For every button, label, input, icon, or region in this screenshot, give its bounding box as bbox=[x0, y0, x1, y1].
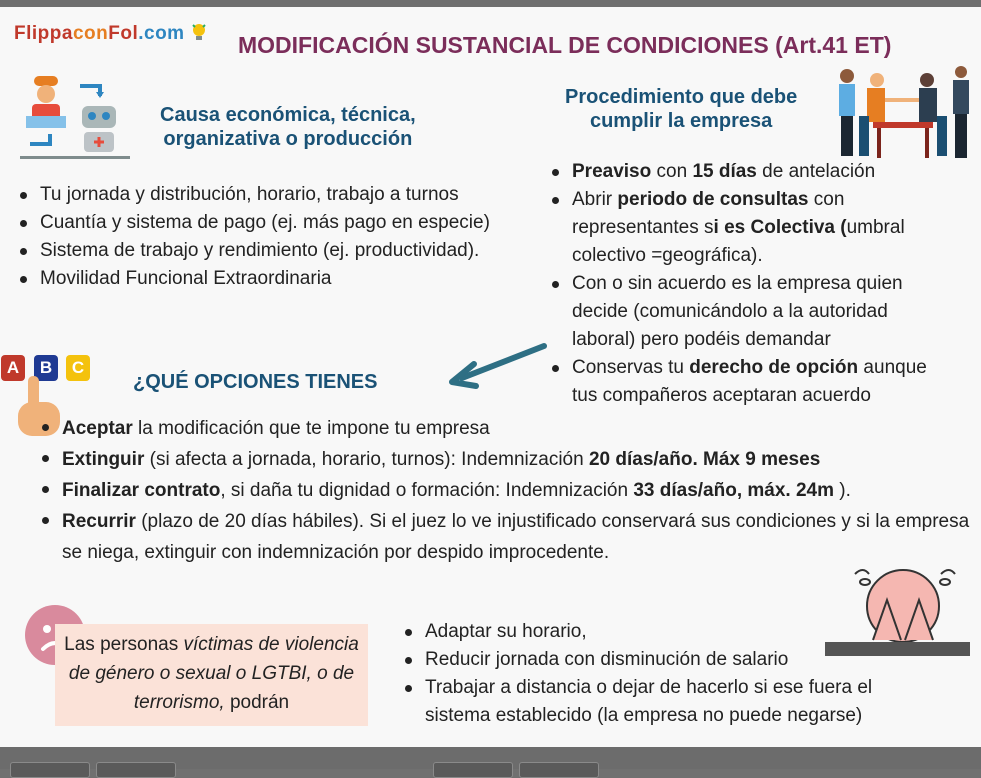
list-item: Aceptar la modificación que te impone tu empresa bbox=[40, 413, 970, 444]
list-item: Tu jornada y distribución, horario, trabajo a turnos bbox=[18, 181, 490, 209]
option-a-badge: A bbox=[1, 355, 25, 381]
list-item: Con o sin acuerdo es la empresa quien decide (comunicándolo a la autoridad laboral) pero podéis demandar bbox=[550, 270, 945, 354]
list-item: Cuantía y sistema de pago (ej. más pago en especie) bbox=[18, 209, 490, 237]
list-item: Extinguir (si afecta a jornada, horario, turnos): Indemnización 20 días/año. Máx 9 meses bbox=[40, 444, 970, 475]
list-item: Movilidad Funcional Extraordinaria bbox=[18, 265, 490, 293]
list-item: Adaptar su horario, bbox=[403, 618, 918, 646]
logo[interactable]: FlippaconFol.com bbox=[14, 22, 208, 45]
left-items-list bbox=[18, 181, 490, 293]
top-bar bbox=[0, 0, 981, 7]
list-item: Conservas tu derecho de opción aunque tus compañeros aceptaran acuerdo bbox=[550, 354, 945, 410]
bottom-tab-4[interactable] bbox=[519, 762, 599, 778]
bottom-tab-2[interactable] bbox=[96, 762, 176, 778]
list-item: Preaviso con 15 días de antelación bbox=[550, 158, 945, 186]
option-c-badge: C bbox=[66, 355, 90, 381]
bottom-tab-1[interactable] bbox=[10, 762, 90, 778]
business-meeting-icon bbox=[833, 66, 973, 164]
opciones-heading: ¿QUÉ OPCIONES TIENES bbox=[133, 371, 378, 393]
procedure-list bbox=[550, 158, 945, 410]
bottom-tab-3[interactable] bbox=[433, 762, 513, 778]
list-item: Trabajar a distancia o dejar de hacerlo si ese fuera el sistema establecido (la empresa no puede negarse) bbox=[403, 674, 918, 730]
list-item: Finalizar contrato, si daña tu dignidad o formación: Indemnización 33 días/año, máx. 24m ). bbox=[40, 475, 970, 506]
causa-heading: Causa económica, técnica, organizativa o producción bbox=[160, 104, 416, 150]
arrow-icon bbox=[448, 340, 548, 390]
list-item: Recurrir (plazo de 20 días hábiles). Si el juez lo ve injustificado conservará sus condiciones y si la empresa se niega, extinguir con indemnización por despido improcedente. bbox=[40, 506, 970, 568]
list-item: Reducir jornada con disminución de salario bbox=[403, 646, 918, 674]
list-item: Sistema de trabajo y rendimiento (ej. productividad). bbox=[18, 237, 490, 265]
option-b-badge: B bbox=[34, 355, 58, 381]
procedimiento-heading: Procedimiento que debe cumplir la empresa bbox=[565, 86, 798, 132]
worker-robot-icon bbox=[20, 72, 130, 164]
list-item: Abrir periodo de consultas con representantes si es Colectiva (umbral colectivo =geográfica). bbox=[550, 186, 945, 270]
victims-list bbox=[403, 618, 918, 730]
lightbulb-icon bbox=[190, 22, 208, 42]
victims-box: Las personas víctimas de violencia de género o sexual o LGTBI, o de terrorismo, podrán bbox=[55, 624, 368, 726]
opciones-list bbox=[40, 413, 970, 568]
page-title: MODIFICACIÓN SUSTANCIAL DE CONDICIONES (Art.41 ET) bbox=[238, 32, 892, 58]
